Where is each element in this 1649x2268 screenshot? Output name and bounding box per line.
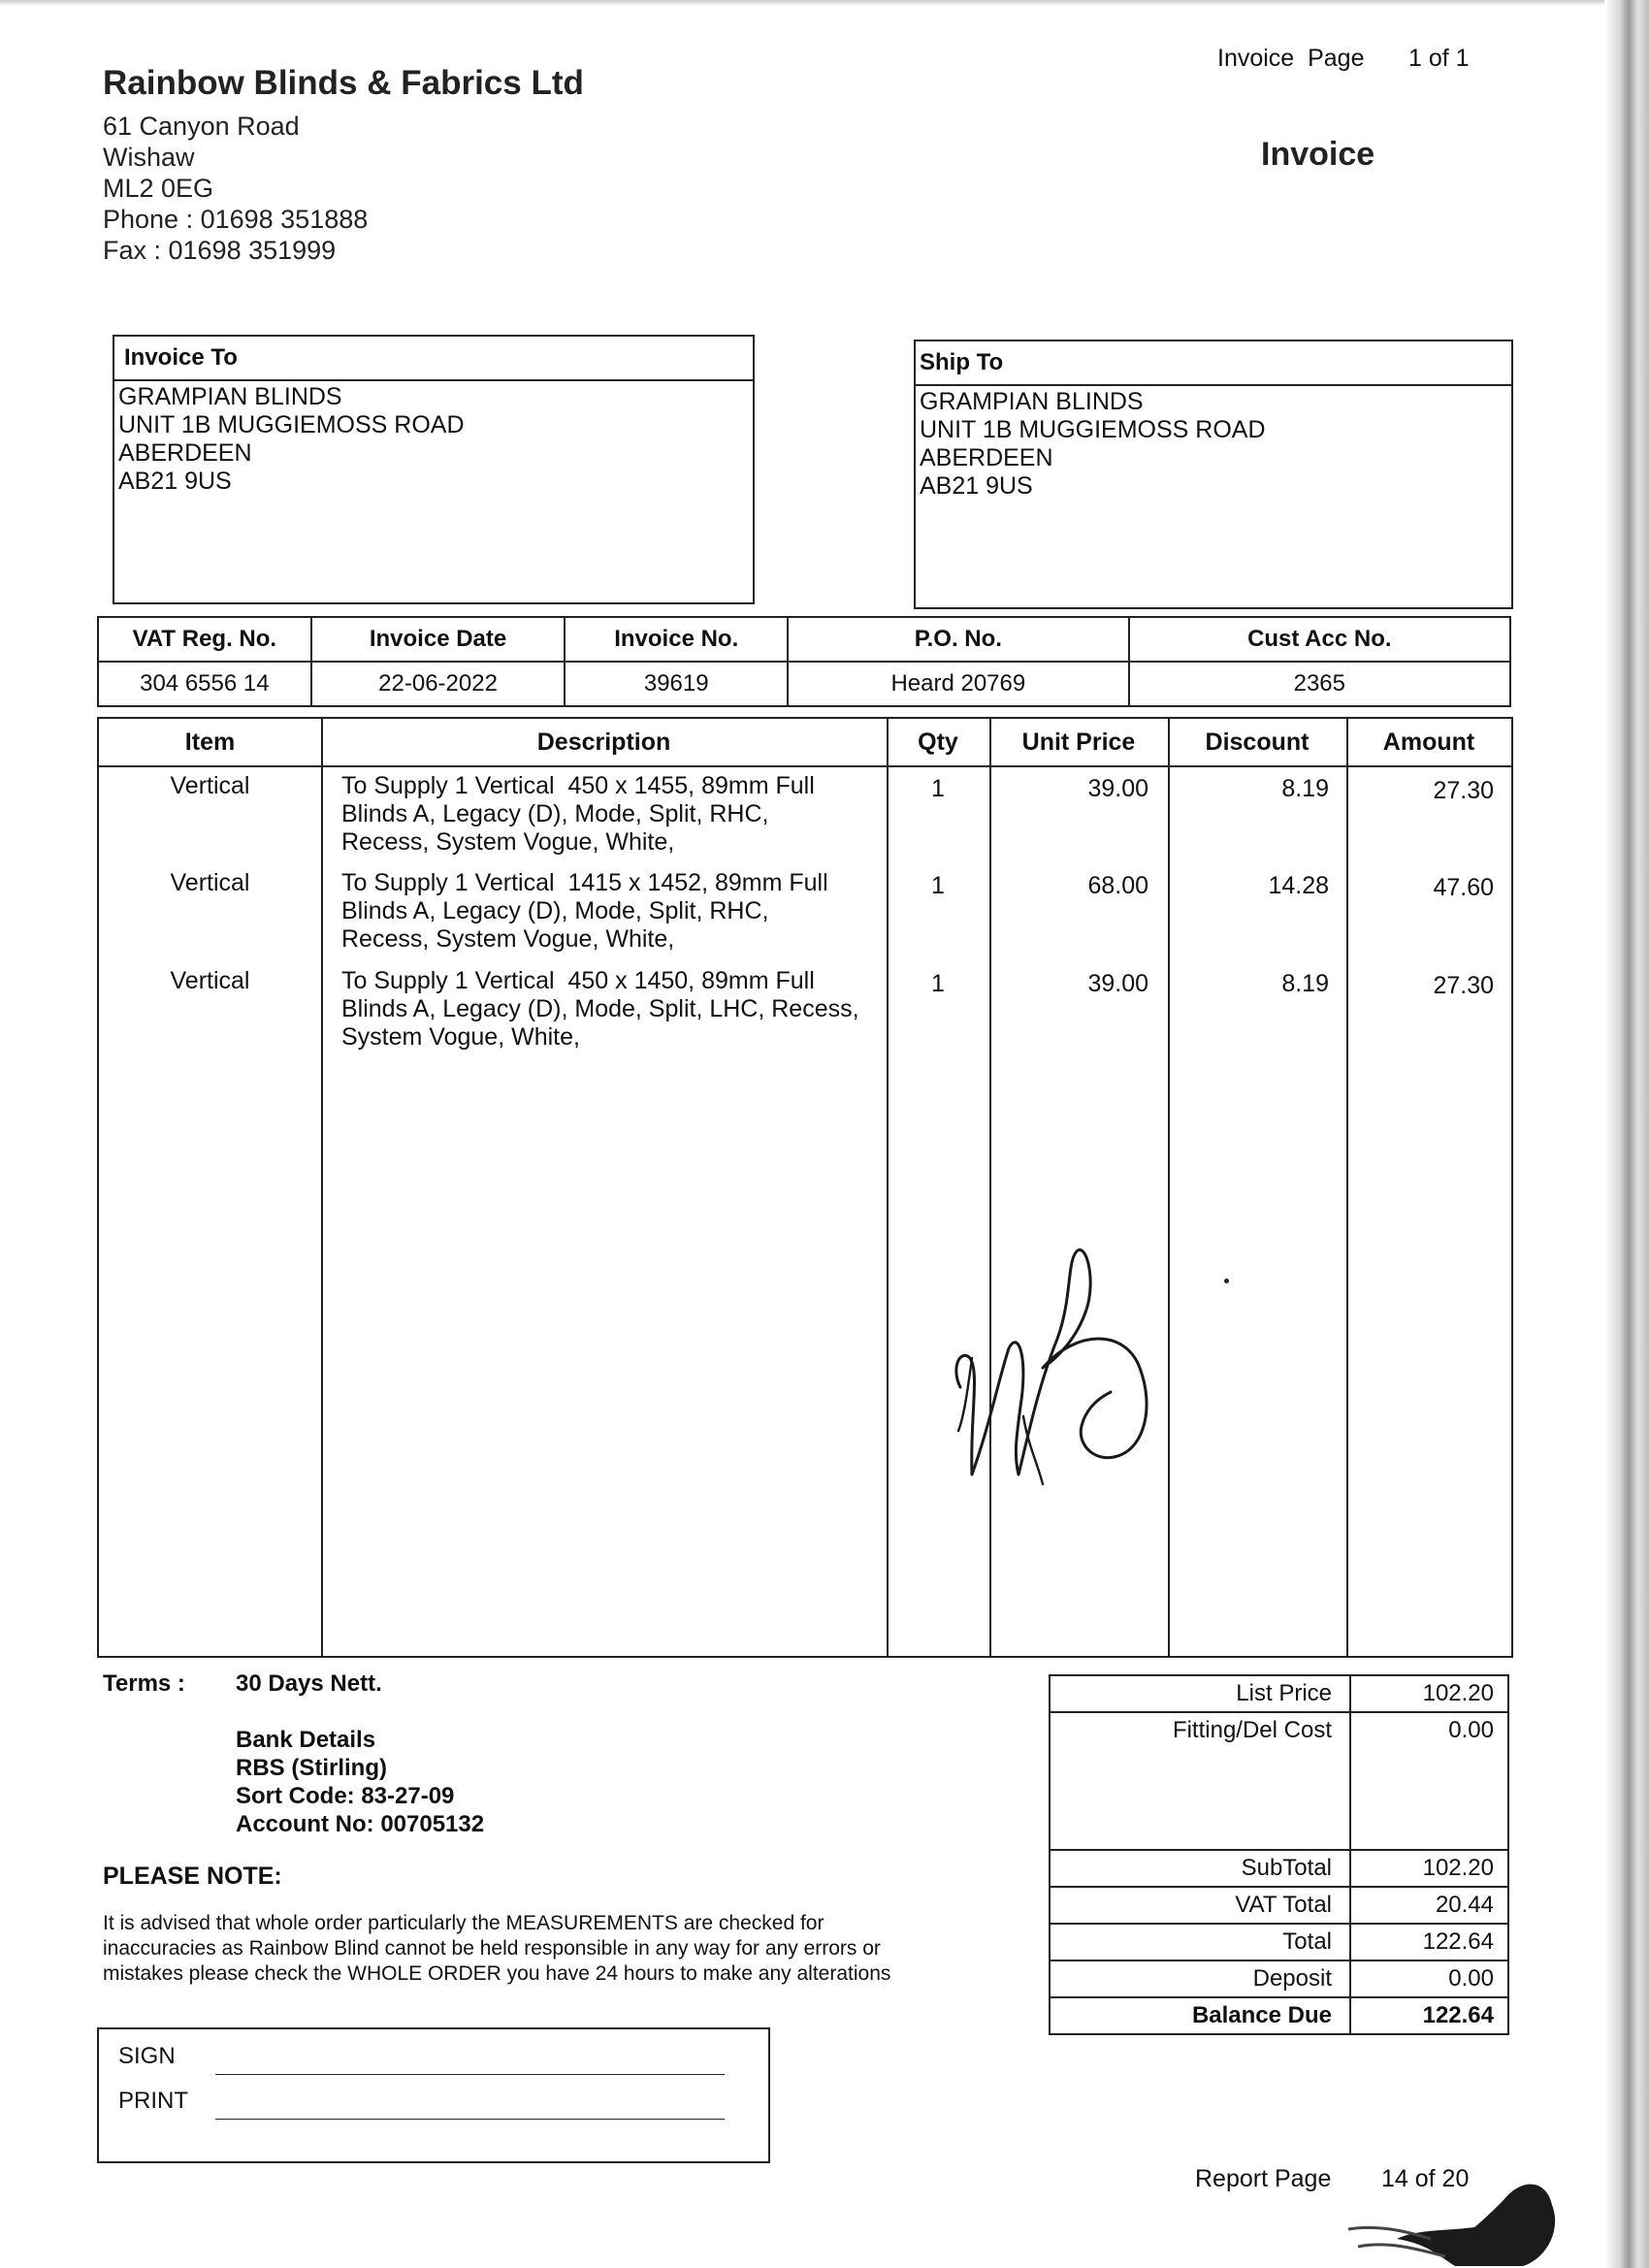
discount-column-header: Discount xyxy=(1205,729,1310,756)
qty-cell: 1 xyxy=(931,775,945,802)
spacer-cell xyxy=(1350,1748,1508,1850)
page-value: 1 of 1 xyxy=(1408,45,1470,72)
amount-column-header: Amount xyxy=(1382,729,1475,756)
meta-value-row xyxy=(98,662,1510,706)
ship-to-box xyxy=(914,340,1513,609)
po-no-value: Heard 20769 xyxy=(788,662,1128,706)
qty-cell: 1 xyxy=(931,872,945,899)
invoice-date-header: Invoice Date xyxy=(311,617,566,662)
totals-table xyxy=(1049,1674,1509,2035)
note-line: It is advised that whole order particularly the MEASUREMENTS are checked for xyxy=(103,1912,824,1934)
note-line: mistakes please check the WHOLE ORDER you have 24 hours to make any alterations xyxy=(103,1962,891,1985)
scan-smudge xyxy=(1339,2171,1600,2268)
address-line: ABERDEEN xyxy=(118,439,252,467)
invoice-no-header: Invoice No. xyxy=(565,617,788,662)
description-line: Blinds A, Legacy (D), Mode, Split, RHC, xyxy=(341,800,769,827)
list-price-label: List Price xyxy=(1050,1675,1350,1712)
vat-total-value: 20.44 xyxy=(1350,1887,1508,1924)
terms-value: 30 Days Nett. xyxy=(236,1670,382,1697)
invoice-date-value: 22-06-2022 xyxy=(311,662,566,706)
subtotal-label: SubTotal xyxy=(1050,1850,1350,1887)
report-page-label: Report Page xyxy=(1195,2165,1332,2192)
note-line: inaccuracies as Rainbow Blind cannot be held responsible in any way for any errors or xyxy=(103,1937,881,1960)
amount-cell: 27.30 xyxy=(1433,777,1494,804)
description-line: System Vogue, White, xyxy=(341,1023,580,1051)
address-line: UNIT 1B MUGGIEMOSS ROAD xyxy=(920,416,1266,443)
discount-cell: 8.19 xyxy=(1281,775,1329,802)
print-line[interactable] xyxy=(215,2119,725,2120)
total-value: 122.64 xyxy=(1350,1924,1508,1960)
list-price-row xyxy=(1050,1675,1508,1712)
amount-cell: 27.30 xyxy=(1433,972,1494,999)
account-number: Account No: 00705132 xyxy=(236,1811,485,1837)
note-heading: PLEASE NOTE: xyxy=(103,1863,282,1890)
sign-label: SIGN xyxy=(118,2043,176,2069)
ship-to-address xyxy=(920,388,1266,501)
address-line: GRAMPIAN BLINDS xyxy=(118,383,342,410)
column-divider xyxy=(1346,719,1348,1656)
address-line: ABERDEEN xyxy=(920,444,1053,471)
ink-dot xyxy=(1224,1279,1229,1283)
balance-due-label: Balance Due xyxy=(1050,1997,1350,2034)
meta-header-row xyxy=(98,617,1510,662)
sign-line[interactable] xyxy=(215,2074,725,2075)
terms-label: Terms : xyxy=(103,1670,185,1697)
balance-due-row xyxy=(1050,1997,1508,2034)
list-price-value: 102.20 xyxy=(1350,1675,1508,1712)
cust-acc-header: Cust Acc No. xyxy=(1129,617,1510,662)
item-cell: Vertical xyxy=(170,869,250,896)
vat-total-label: VAT Total xyxy=(1050,1887,1350,1924)
total-row xyxy=(1050,1924,1508,1960)
vat-total-row xyxy=(1050,1887,1508,1924)
description-cell xyxy=(341,869,828,954)
balance-due-value: 122.64 xyxy=(1350,1997,1508,2034)
company-phone: Phone : 01698 351888 xyxy=(103,205,369,234)
company-fax: Fax : 01698 351999 xyxy=(103,236,337,265)
description-line: Recess, System Vogue, White, xyxy=(341,828,675,856)
subtotal-row xyxy=(1050,1850,1508,1887)
description-line: To Supply 1 Vertical 450 x 1450, 89mm Full xyxy=(341,967,815,994)
vat-reg-value: 304 6556 14 xyxy=(98,662,311,706)
column-divider xyxy=(321,719,323,1656)
spacer-cell xyxy=(1050,1748,1350,1850)
unit-price-cell: 68.00 xyxy=(1087,872,1148,899)
unit-price-column-header: Unit Price xyxy=(1021,729,1136,756)
deposit-value: 0.00 xyxy=(1350,1960,1508,1997)
fitting-value: 0.00 xyxy=(1350,1712,1508,1748)
invoice-to-box xyxy=(113,335,755,604)
column-divider xyxy=(1168,719,1170,1656)
cust-acc-value: 2365 xyxy=(1129,662,1510,706)
description-line: Blinds A, Legacy (D), Mode, Split, LHC, Recess, xyxy=(341,995,859,1022)
sort-code: Sort Code: 83-27-09 xyxy=(236,1783,455,1809)
vat-reg-header: VAT Reg. No. xyxy=(98,617,311,662)
note-text xyxy=(103,1911,995,1987)
item-column-header: Item xyxy=(184,729,236,756)
deposit-row xyxy=(1050,1960,1508,1997)
sign-print-box xyxy=(97,2027,770,2163)
company-name: Rainbow Blinds & Fabrics Ltd xyxy=(103,64,584,102)
invoice-meta-table xyxy=(97,616,1511,707)
address-line: AB21 9US xyxy=(920,472,1033,500)
address-line: GRAMPIAN BLINDS xyxy=(920,388,1144,415)
description-line: Blinds A, Legacy (D), Mode, Split, RHC, xyxy=(341,897,769,924)
description-line: To Supply 1 Vertical 1415 x 1452, 89mm Full xyxy=(341,869,828,896)
qty-cell: 1 xyxy=(931,970,945,997)
items-table xyxy=(97,717,1513,1658)
items-header-divider xyxy=(99,765,1511,767)
company-address-line: Wishaw xyxy=(103,143,195,172)
discount-cell: 14.28 xyxy=(1268,872,1329,899)
item-cell: Vertical xyxy=(170,772,250,799)
description-cell xyxy=(341,772,815,857)
ship-to-title: Ship To xyxy=(920,349,1004,375)
column-divider xyxy=(887,719,889,1656)
total-label: Total xyxy=(1050,1924,1350,1960)
handwritten-signature xyxy=(931,1222,1203,1513)
ship-to-header xyxy=(916,341,1511,386)
page-label: Invoice Page xyxy=(1217,45,1365,72)
invoice-to-title: Invoice To xyxy=(124,344,238,371)
description-line: Recess, System Vogue, White, xyxy=(341,925,675,953)
fitting-row xyxy=(1050,1712,1508,1748)
amount-cell: 47.60 xyxy=(1433,874,1494,901)
bank-details-heading: Bank Details xyxy=(236,1727,376,1753)
unit-price-cell: 39.00 xyxy=(1087,970,1148,997)
document-title: Invoice xyxy=(1261,136,1375,173)
invoice-to-header xyxy=(114,337,753,381)
address-line: AB21 9US xyxy=(118,468,232,495)
bank-name: RBS (Stirling) xyxy=(236,1755,387,1781)
description-cell xyxy=(341,967,859,1052)
qty-column-header: Qty xyxy=(918,729,958,756)
po-no-header: P.O. No. xyxy=(788,617,1128,662)
invoice-no-value: 39619 xyxy=(565,662,788,706)
company-address-line: ML2 0EG xyxy=(103,174,214,203)
fitting-label: Fitting/Del Cost xyxy=(1050,1712,1350,1748)
company-address-line: 61 Canyon Road xyxy=(103,112,300,141)
invoice-to-address xyxy=(118,383,465,496)
totals-spacer xyxy=(1050,1748,1508,1850)
scan-top-edge xyxy=(0,0,1649,6)
print-label: PRINT xyxy=(118,2088,188,2114)
unit-price-cell: 39.00 xyxy=(1087,775,1148,802)
scan-right-edge xyxy=(1604,0,1649,2268)
description-line: To Supply 1 Vertical 450 x 1455, 89mm Full xyxy=(341,772,815,799)
deposit-label: Deposit xyxy=(1050,1960,1350,1997)
description-column-header: Description xyxy=(536,729,671,756)
column-divider xyxy=(989,719,991,1656)
subtotal-value: 102.20 xyxy=(1350,1850,1508,1887)
report-page-value: 14 of 20 xyxy=(1381,2165,1470,2192)
discount-cell: 8.19 xyxy=(1281,970,1329,997)
item-cell: Vertical xyxy=(170,967,250,994)
address-line: UNIT 1B MUGGIEMOSS ROAD xyxy=(118,411,465,438)
